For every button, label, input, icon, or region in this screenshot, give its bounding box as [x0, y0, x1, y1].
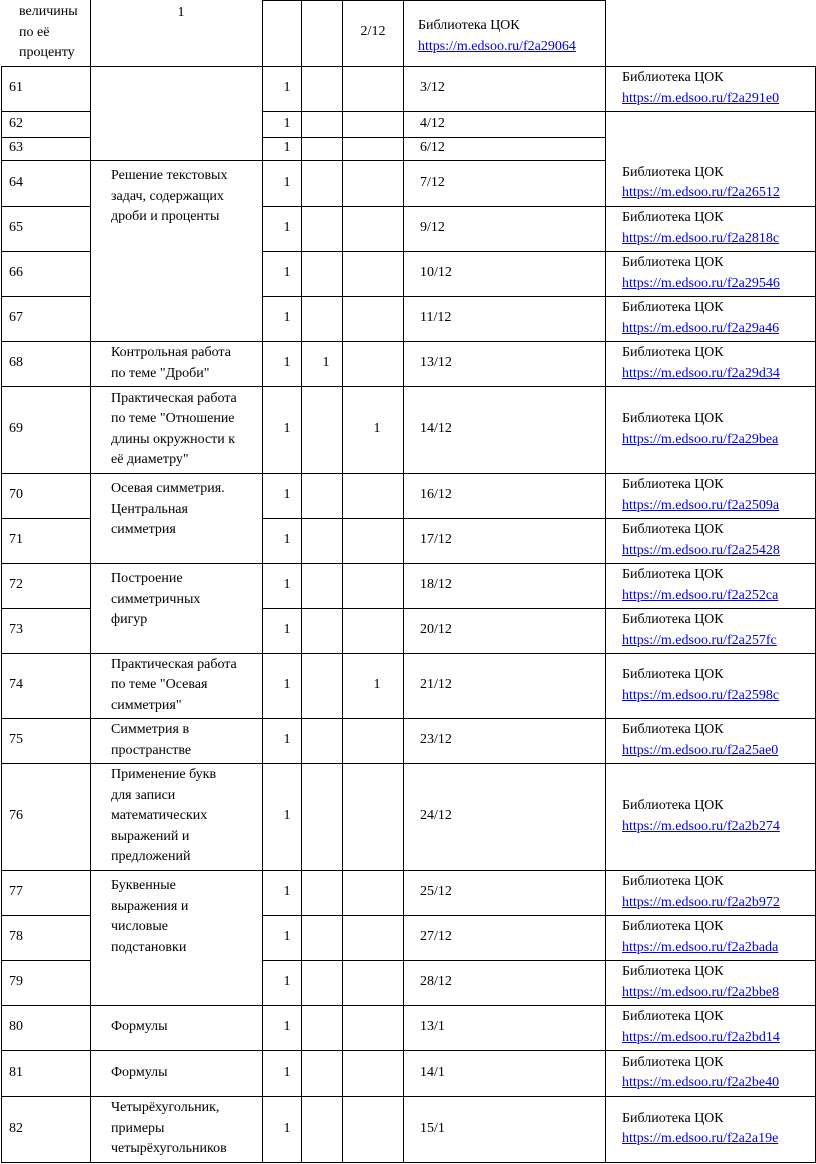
grid-line — [262, 66, 263, 1163]
resource-label: Библиотека ЦОК — [622, 300, 724, 315]
grid-line — [90, 0, 91, 67]
row-number: 77 — [9, 884, 23, 900]
grid-line — [262, 296, 606, 297]
grid-line — [1, 870, 91, 871]
resource-link[interactable]: https://m.edsoo.ru/f2a2bada — [622, 939, 779, 955]
date-cell: 2/12 — [360, 24, 386, 39]
grid-line — [1, 1005, 91, 1006]
date-cell: 15/1 — [420, 1120, 445, 1136]
hours-cell: 1 — [283, 929, 291, 945]
grid-line — [1, 718, 91, 719]
resource-link[interactable]: https://m.edsoo.ru/f2a25428 — [622, 542, 780, 558]
grid-line — [262, 137, 606, 138]
hours-cell: 1 — [283, 174, 291, 190]
resource-label: Библиотека ЦОК — [622, 1054, 724, 1070]
hours-cell: 1 — [283, 310, 291, 326]
hours-cell: 1 — [283, 532, 291, 548]
grid-line — [605, 341, 816, 342]
grid-line — [1, 473, 91, 474]
topic-line: её диаметру" — [111, 452, 189, 467]
grid-line — [1, 1096, 91, 1097]
grid-line — [90, 563, 263, 564]
grid-line — [605, 870, 816, 871]
hours-cell: 1 — [283, 487, 291, 503]
resource-link[interactable]: https://m.edsoo.ru/f2a2bd14 — [622, 1029, 780, 1045]
grid-line — [1, 960, 91, 961]
grid-line — [1, 251, 91, 252]
resource-link[interactable]: https://m.edsoo.ru/f2a26512 — [622, 185, 780, 200]
grid-line — [605, 473, 816, 474]
grid-line — [1, 386, 91, 387]
hours-cell: 1 — [283, 220, 291, 236]
topic-line: Буквенные — [111, 878, 176, 893]
grid-line — [605, 718, 816, 719]
topic-line: Осевая симметрия. — [111, 481, 225, 496]
grid-line — [605, 296, 816, 297]
grid-line — [262, 1050, 606, 1051]
resource-label: Библиотека ЦОК — [622, 411, 724, 426]
date-cell: 11/12 — [420, 310, 452, 326]
grid-line — [262, 870, 606, 871]
date-cell: 28/12 — [420, 974, 452, 990]
hours-cell: 1 — [283, 140, 291, 156]
row-number: 66 — [9, 265, 23, 281]
row-number: 68 — [9, 355, 23, 371]
grid-line — [262, 1005, 606, 1006]
topic-line: симметрия" — [111, 697, 182, 713]
hours-cell: 1 — [283, 732, 291, 748]
resource-link[interactable]: https://m.edsoo.ru/f2a2b972 — [622, 894, 780, 910]
grid-line — [262, 386, 606, 387]
grid-line — [605, 0, 606, 67]
grid-line — [403, 0, 404, 67]
grid-line — [605, 386, 816, 387]
resource-cell — [622, 1109, 778, 1150]
topic-line: Формулы — [111, 1064, 168, 1080]
resource-cell — [622, 520, 780, 561]
grid-line — [1, 66, 816, 67]
grid-line — [262, 608, 606, 609]
row-number: 81 — [9, 1064, 23, 1080]
grid-line — [90, 1050, 263, 1051]
grid-line — [90, 1005, 263, 1006]
grid-line — [262, 206, 606, 207]
topic-line: фигур — [111, 612, 148, 627]
resource-label: Библиотека ЦОК — [622, 567, 724, 582]
resource-link[interactable]: https://m.edsoo.ru/f2a29a46 — [622, 320, 780, 336]
grid-line — [605, 111, 816, 112]
topic-line: по её — [19, 24, 50, 40]
grid-line — [342, 66, 343, 1163]
row-number: 75 — [9, 732, 23, 748]
resource-label: Библиотека ЦОК — [622, 210, 724, 225]
grid-line — [90, 341, 263, 342]
grid-line — [301, 66, 302, 1163]
resource-label: Библиотека ЦОК — [622, 722, 724, 737]
grid-line — [605, 206, 816, 207]
date-cell: 10/12 — [420, 265, 452, 281]
row-number: 67 — [9, 310, 23, 326]
topic-line: дроби и проценты — [111, 209, 220, 224]
grid-line — [262, 763, 606, 764]
resource-link[interactable]: https://m.edsoo.ru/f2a29d34 — [622, 365, 780, 381]
date-cell: 6/12 — [420, 140, 445, 156]
topic-line: выражения и — [111, 898, 189, 914]
topic-line: задач, содержащих — [111, 188, 224, 204]
date-cell: 7/12 — [420, 174, 445, 190]
resource-link[interactable]: https://m.edsoo.ru/f2a257fc — [622, 632, 777, 648]
grid-line — [1, 137, 91, 138]
resource-label: Библиотека ЦОК — [622, 522, 724, 537]
topic-line: Центральная — [111, 501, 188, 517]
grid-line — [605, 251, 816, 252]
resource-label: Библиотека ЦОК — [622, 1009, 724, 1024]
grid-line — [262, 960, 606, 961]
topic-line: Практическая работа — [111, 656, 237, 672]
grid-line — [1, 563, 91, 564]
grid-line — [90, 386, 263, 387]
resource-link[interactable]: https://m.edsoo.ru/f2a291e0 — [622, 90, 780, 106]
date-cell: 24/12 — [420, 808, 452, 824]
resource-label: Библиотека ЦОК — [622, 477, 724, 492]
resource-label: Библиотека ЦОК — [622, 612, 724, 627]
date-cell: 21/12 — [420, 677, 452, 693]
grid-line — [1, 608, 91, 609]
date-cell: 23/12 — [420, 732, 452, 748]
hours-cell: 1 — [283, 677, 291, 693]
resource-cell — [622, 409, 778, 450]
resource-cell — [622, 917, 778, 958]
hours-cell: 1 — [283, 355, 291, 371]
topic-line: Формулы — [111, 1019, 168, 1035]
row-number: 62 — [9, 115, 23, 131]
date-cell: 14/12 — [420, 421, 452, 437]
resource-label: Библиотека ЦОК — [622, 874, 724, 889]
resource-link[interactable]: https://m.edsoo.ru/f2a2509a — [622, 497, 780, 513]
topic-line: примеры — [111, 1120, 165, 1136]
grid-line — [1, 160, 91, 161]
resource-cell — [622, 253, 780, 294]
row-number: 76 — [9, 808, 23, 824]
grid-line — [1, 1050, 91, 1051]
topic-line: числовые — [111, 919, 168, 934]
grid-line — [262, 653, 606, 654]
topic-line: Симметрия в — [111, 722, 190, 737]
hours-cell: 1 — [283, 421, 291, 437]
resource-cell — [622, 610, 777, 651]
grid-line — [262, 251, 606, 252]
hours-cell: 1 — [283, 1064, 291, 1080]
date-cell: 9/12 — [420, 220, 445, 236]
topic-line: предложений — [111, 849, 191, 865]
topic-line: четырёхугольников — [111, 1141, 227, 1157]
resource-label: Библиотека ЦОК — [622, 919, 724, 934]
grid-line — [1, 763, 91, 764]
resource-link[interactable]: https://m.edsoo.ru/f2a252ca — [622, 587, 779, 603]
grid-line — [605, 608, 816, 609]
hours-cell: 1 — [283, 808, 291, 824]
hours-cell: 1 — [283, 1120, 291, 1136]
hours-cell: 1 — [283, 115, 291, 131]
date-cell: 13/12 — [420, 355, 452, 371]
resource-cell — [622, 68, 779, 109]
grid-line — [605, 1050, 816, 1051]
grid-line — [90, 66, 91, 1163]
practice-cell: 1 — [373, 677, 381, 693]
hours-cell: 1 — [283, 1019, 291, 1035]
grid-line — [90, 870, 263, 871]
date-cell: 4/12 — [420, 115, 445, 131]
grid-line — [262, 1162, 606, 1163]
date-cell: 13/1 — [420, 1019, 445, 1035]
topic-line: подстановки — [111, 939, 187, 955]
hours-cell: 1 — [283, 884, 291, 900]
topic-line: величины — [19, 4, 78, 19]
row-number: 74 — [9, 677, 23, 693]
resource-cell — [622, 1053, 779, 1094]
row-number: 78 — [9, 929, 23, 945]
row-number: 63 — [9, 140, 23, 156]
resource-cell — [418, 16, 576, 57]
grid-line — [90, 1162, 263, 1163]
topic-line: выражений и — [111, 828, 190, 844]
resource-cell — [622, 565, 778, 606]
topic-line: Четырёхугольник, — [111, 1100, 220, 1116]
row-number: 61 — [9, 80, 23, 96]
resource-cell — [622, 796, 780, 837]
grid-line — [1, 1162, 91, 1163]
grid-line — [605, 1005, 816, 1006]
resource-cell — [622, 1007, 780, 1048]
date-cell: 14/1 — [420, 1064, 445, 1080]
row-number: 70 — [9, 487, 23, 503]
grid-line — [262, 341, 606, 342]
hours-cell: 1 — [283, 80, 291, 96]
hours-cell: 1 — [177, 5, 185, 20]
grid-line — [342, 0, 343, 67]
grid-line — [1, 653, 91, 654]
resource-label: Библиотека ЦОК — [622, 798, 724, 813]
grid-line — [262, 111, 606, 112]
resource-label: Библиотека ЦОК — [418, 18, 520, 33]
hours-cell: 1 — [283, 577, 291, 593]
topic-line: длины окружности к — [111, 431, 236, 447]
topic-line: пространстве — [111, 742, 192, 758]
resource-label: Библиотека ЦОК — [622, 345, 724, 360]
resource-cell — [622, 208, 779, 249]
date-cell: 18/12 — [420, 577, 452, 593]
topic-line: для записи — [111, 787, 176, 803]
grid-line — [605, 653, 816, 654]
grid-line — [605, 915, 816, 916]
grid-line — [90, 763, 263, 764]
date-cell: 16/12 — [420, 487, 452, 503]
resource-link[interactable]: https://m.edsoo.ru/f2a2b274 — [622, 818, 780, 834]
grid-line — [90, 1096, 263, 1097]
resource-link[interactable]: https://m.edsoo.ru/f2a25ae0 — [622, 742, 779, 758]
resource-label: Библиотека ЦОК — [622, 667, 724, 682]
resource-link[interactable]: https://m.edsoo.ru/f2a2818c — [622, 230, 780, 246]
resource-label: Библиотека ЦОК — [622, 255, 724, 270]
topic-line: математических — [111, 808, 208, 824]
row-number: 64 — [9, 174, 23, 190]
hours-cell: 1 — [283, 974, 291, 990]
grid-line — [1, 296, 91, 297]
topic-line: Применение букв — [111, 767, 217, 783]
grid-line — [605, 518, 816, 519]
row-number: 69 — [9, 421, 23, 437]
grid-line — [1, 206, 91, 207]
grid-line — [605, 1162, 816, 1163]
hours-cell: 1 — [283, 265, 291, 281]
resource-label: Библиотека ЦОК — [622, 164, 724, 180]
resource-cell — [622, 720, 778, 761]
row-number: 71 — [9, 532, 23, 548]
resource-cell — [622, 962, 779, 1003]
row-number: 73 — [9, 622, 23, 638]
grid-line — [262, 518, 606, 519]
resource-link[interactable]: https://m.edsoo.ru/f2a29064 — [418, 38, 576, 54]
grid-line — [1, 341, 91, 342]
resource-link[interactable]: https://m.edsoo.ru/f2a29546 — [622, 275, 780, 291]
grid-line — [90, 160, 263, 161]
grid-line — [1, 66, 2, 1163]
grid-line — [605, 960, 816, 961]
topic-line: по теме "Дроби" — [111, 365, 210, 381]
resource-label: Библиотека ЦОК — [622, 70, 724, 85]
row-number: 82 — [9, 1120, 23, 1136]
grid-line — [262, 718, 606, 719]
topic-line: симметрия — [111, 522, 176, 537]
topic-line: по теме "Осевая — [111, 677, 208, 693]
test-cell: 1 — [322, 355, 330, 371]
resource-cell — [622, 343, 780, 384]
date-cell: 25/12 — [420, 884, 452, 900]
grid-line — [262, 473, 606, 474]
resource-cell — [622, 475, 779, 516]
grid-line — [262, 160, 606, 161]
row-number: 65 — [9, 220, 23, 236]
resource-cell — [622, 163, 780, 204]
practice-cell: 1 — [373, 421, 381, 437]
resource-link[interactable]: https://m.edsoo.ru/f2a2bbe8 — [622, 984, 780, 1000]
date-cell: 3/12 — [420, 80, 445, 96]
topic-line: Решение текстовых — [111, 168, 228, 183]
topic-line: по теме "Отношение — [111, 411, 235, 426]
topic-line: проценту — [19, 45, 75, 60]
row-number: 80 — [9, 1019, 23, 1035]
grid-line — [301, 0, 302, 67]
date-cell: 17/12 — [420, 532, 452, 548]
resource-cell — [622, 298, 779, 339]
date-cell: 27/12 — [420, 929, 452, 945]
resource-cell — [622, 872, 780, 913]
topic-line: Практическая работа — [111, 390, 237, 406]
grid-line — [262, 0, 263, 67]
grid-line — [262, 915, 606, 916]
grid-line — [605, 66, 606, 1163]
grid-line — [262, 1096, 606, 1097]
grid-line — [262, 563, 606, 564]
grid-line — [605, 763, 816, 764]
topic-line: Построение — [111, 571, 183, 586]
grid-line — [1, 915, 91, 916]
grid-line — [90, 653, 263, 654]
grid-line — [605, 1096, 816, 1097]
topic-line: симметричных — [111, 591, 201, 607]
resource-label: Библиотека ЦОК — [622, 964, 724, 979]
resource-link[interactable]: https://m.edsoo.ru/f2a29bea — [622, 431, 779, 447]
grid-line — [1, 111, 91, 112]
grid-line — [1, 518, 91, 519]
grid-line — [403, 66, 404, 1163]
date-cell: 20/12 — [420, 622, 452, 638]
grid-line — [90, 718, 263, 719]
hours-cell: 1 — [283, 622, 291, 638]
topic-line: Контрольная работа — [111, 345, 231, 360]
grid-line — [90, 473, 263, 474]
resource-label: Библиотека ЦОК — [622, 1110, 724, 1126]
resource-link[interactable]: https://m.edsoo.ru/f2a2be40 — [622, 1075, 780, 1090]
resource-cell — [622, 665, 779, 706]
row-number: 79 — [9, 974, 23, 990]
grid-line — [262, 0, 606, 1]
resource-link[interactable]: https://m.edsoo.ru/f2a2a19e — [622, 1131, 779, 1146]
row-number: 72 — [9, 577, 23, 593]
grid-line — [605, 563, 816, 564]
resource-link[interactable]: https://m.edsoo.ru/f2a2598c — [622, 687, 780, 703]
